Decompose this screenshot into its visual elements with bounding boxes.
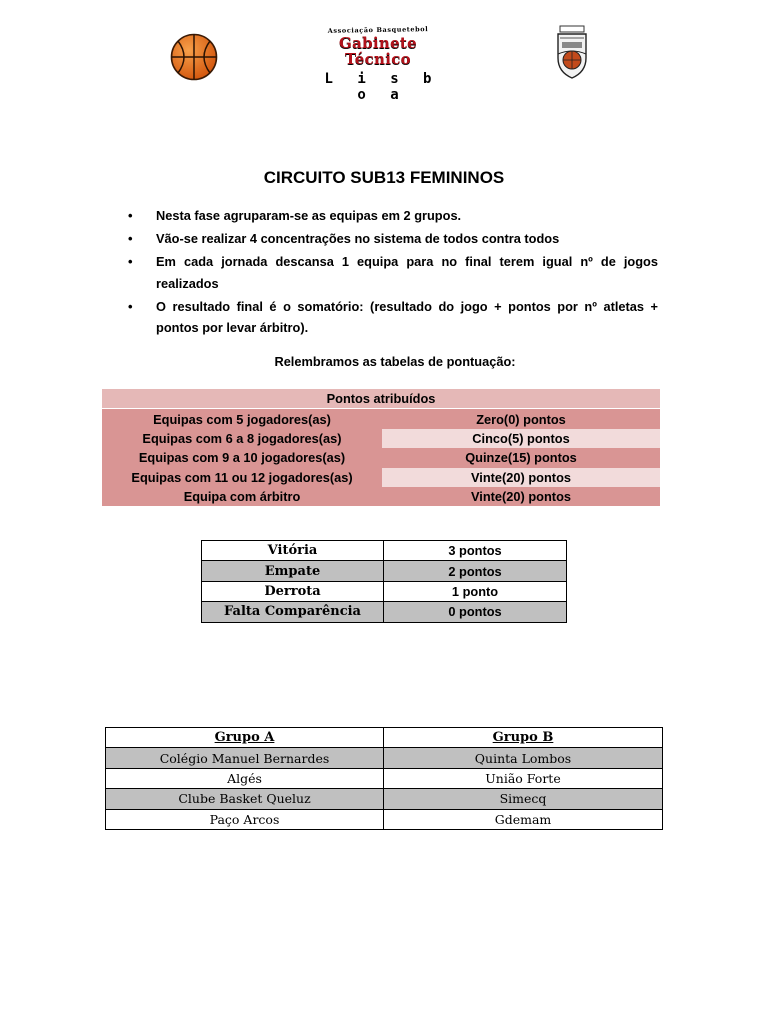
- logo-association-text: Associação Basquetebol: [327, 25, 429, 35]
- logo-name-text: Gabinete Técnico: [338, 34, 418, 68]
- points-table: [102, 389, 660, 506]
- table-row: [102, 468, 660, 487]
- result-value: 1 ponto: [384, 581, 567, 601]
- points-value: Quinze(15) pontos: [382, 448, 660, 467]
- table-header-row: [106, 728, 663, 748]
- basketball-icon: [170, 33, 218, 81]
- crest-icon: [554, 24, 590, 82]
- result-value: 3 pontos: [384, 541, 567, 561]
- points-label: Equipas com 5 jogadores(as): [102, 409, 382, 429]
- group-b-team: União Forte: [384, 768, 663, 788]
- group-a-team: Algés: [106, 768, 384, 788]
- table-row: [106, 748, 663, 768]
- points-label: Equipas com 9 a 10 jogadores(as): [102, 448, 382, 467]
- table-row: [102, 429, 660, 448]
- points-value: Cinco(5) pontos: [382, 429, 660, 448]
- result-label: Derrota: [202, 581, 384, 601]
- table-row: [202, 561, 567, 581]
- table-row: [202, 541, 567, 561]
- table-row: [202, 602, 567, 622]
- association-logo: [312, 24, 444, 103]
- points-label: Equipas com 6 a 8 jogadores(as): [102, 429, 382, 448]
- result-table: [201, 540, 567, 623]
- list-item: • O resultado final é o somatório: (resultado do jogo + pontos por nº atletas + pontos por levar árbitro).: [128, 296, 658, 339]
- points-value: Vinte(20) pontos: [382, 487, 660, 506]
- info-bullet-list: [128, 205, 658, 340]
- group-b-team: Gdemam: [384, 809, 663, 829]
- intro-text: Relembramos as tabelas de pontuação:: [274, 354, 516, 369]
- group-b-team: Simecq: [384, 789, 663, 809]
- list-item: • Vão-se realizar 4 concentrações no sistema de todos contra todos: [128, 228, 658, 250]
- table-row: [106, 768, 663, 788]
- points-value: Zero(0) pontos: [382, 409, 660, 429]
- group-a-team: Colégio Manuel Bernardes: [106, 748, 384, 768]
- points-value: Vinte(20) pontos: [382, 468, 660, 487]
- table-row: [106, 789, 663, 809]
- group-b-header: Grupo B: [384, 728, 663, 748]
- table-row: [202, 581, 567, 601]
- list-item: • Nesta fase agruparam-se as equipas em 2 grupos.: [128, 205, 658, 227]
- result-value: 0 pontos: [384, 602, 567, 622]
- group-a-header: Grupo A: [106, 728, 384, 748]
- group-a-team: Clube Basket Queluz: [106, 789, 384, 809]
- result-label: Falta Comparência: [202, 602, 384, 622]
- group-b-team: Quinta Lombos: [384, 748, 663, 768]
- result-value: 2 pontos: [384, 561, 567, 581]
- points-label: Equipas com 11 ou 12 jogadores(as): [102, 468, 382, 487]
- table-row: [102, 487, 660, 506]
- points-label: Equipa com árbitro: [102, 487, 382, 506]
- page-title: CIRCUITO SUB13 FEMININOS: [263, 168, 505, 187]
- group-a-team: Paço Arcos: [106, 809, 384, 829]
- list-item: • Em cada jornada descansa 1 equipa para no final terem igual nº de jogos realizados: [128, 251, 658, 294]
- logo-city-text: L i s b o a: [324, 71, 440, 103]
- table-row: [106, 809, 663, 829]
- result-label: Empate: [202, 561, 384, 581]
- groups-table: [105, 727, 663, 830]
- points-table-header: Pontos atribuídos: [102, 389, 660, 409]
- result-label: Vitória: [202, 541, 384, 561]
- table-row: [102, 448, 660, 467]
- table-row: [102, 409, 660, 429]
